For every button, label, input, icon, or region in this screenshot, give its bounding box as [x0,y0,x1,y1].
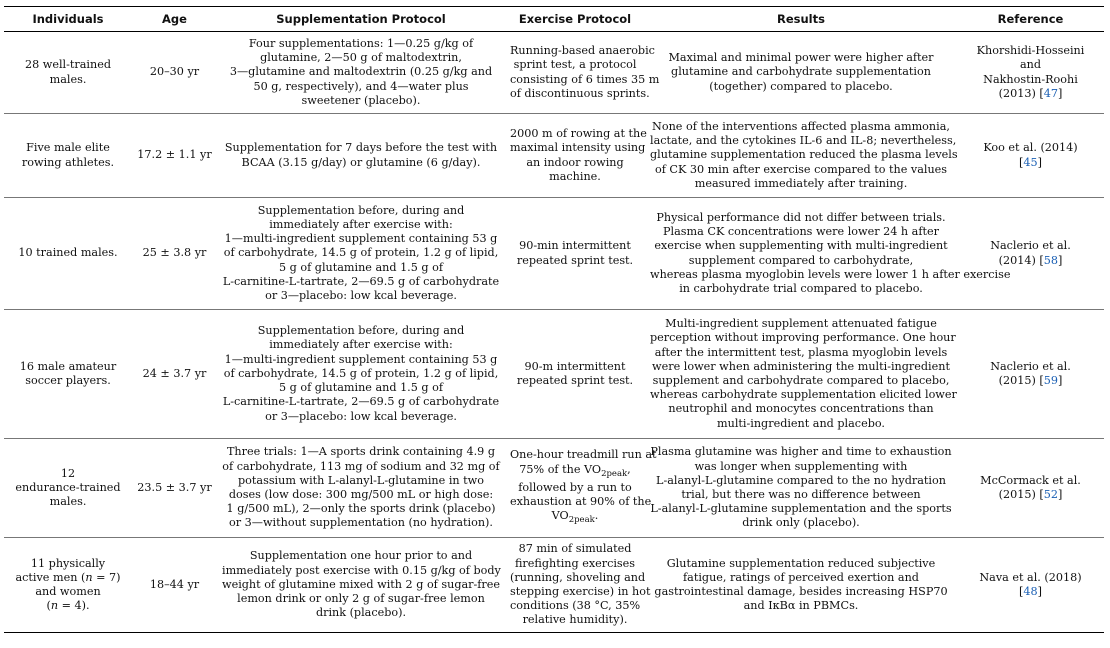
text-line: L-alanyl-L-glutamine compared to the no hydration [656,473,946,487]
text-line: sprint test, a protocol [513,58,637,72]
cell-individuals [4,310,132,439]
header-age: Age [132,7,217,32]
age-value: 23.5 ± 3.7 yr [137,480,212,494]
text-line: 10 trained males. [18,246,118,260]
text-line: McCormack et al. [980,473,1081,487]
header-exercise: Exercise Protocol [505,7,645,32]
header-individuals: Individuals [4,7,132,32]
subscript: 2peak [568,515,595,526]
text-line: relative humidity). [522,613,628,627]
reference-link[interactable]: 47 [1043,86,1058,100]
text-line: weight of glutamine mixed with 2 g of sugar-free [222,577,501,591]
text-line: whereas plasma myoglobin levels were lower 1 h after exercise [650,267,1011,281]
text-line: glutamine and carbohydrate supplementation [671,65,931,79]
text-line: BCAA (3.15 g/day) or glutamine (6 g/day). [241,155,481,169]
table-row [4,439,1104,538]
cell-supplementation [217,310,505,439]
text-line: [48] [1019,585,1042,598]
text-line: 87 min of simulated [518,542,632,556]
text-line: maximal intensity using [510,141,646,155]
age-value: 25 ± 3.8 yr [142,246,207,260]
text-line: perception without improving performance. One hour [650,331,956,345]
text-line: or 3—placebo: low kcal beverage. [265,409,457,423]
text-line: (2015) [59] [998,374,1063,387]
cell-reference [957,114,1104,198]
cell-results [645,198,1011,310]
cell-individuals [4,439,132,538]
text-line: after the intermittent test, plasma myoglobin levels [654,345,948,359]
reference-link[interactable]: 59 [1043,374,1058,387]
text-line: 90-m intermittent [524,359,626,373]
text-line: of carbohydrate, 14.5 g of protein, 1.2 g of lipid, [223,366,499,380]
text-line: gastrointestinal damage, besides increasing HSP70 [654,585,948,598]
text-line: drink only (placebo). [742,516,860,530]
text-line: immediately post exercise with 0.15 g/kg of body [222,563,501,577]
text-line: stepping exercise) in hot [510,585,651,598]
text-line: fatigue, ratings of perceived exertion and [683,570,919,584]
age-value: 20–30 yr [149,65,200,79]
text-segment: VO [551,509,569,523]
cell-reference [957,538,1104,633]
text-line: soccer players. [25,374,111,387]
text-line: in carbohydrate trial compared to placebo. [679,281,923,295]
age-value: 24 ± 3.7 yr [142,366,207,380]
cell-individuals [4,114,132,198]
age-value: 18–44 yr [149,577,200,591]
table-row [4,538,1104,633]
text-line: males. [49,495,87,509]
text-line: 11 physically [30,556,106,570]
text-line: Physical performance did not differ between trials. [656,210,946,224]
text-line: Nakhostin-Roohi [983,72,1078,86]
text-line: [45] [1019,155,1042,169]
text-line: L-alanyl-L-glutamine supplementation and the sports [650,502,952,516]
text-line: followed by a run to [518,480,632,494]
text-line: Five male elite [26,141,110,155]
cell-reference [957,310,1104,439]
text-line: 1—multi-ingredient supplement containing 53 g [224,352,498,366]
text-line: 90-min intermittent [519,239,631,253]
reference-link[interactable]: 52 [1043,488,1058,501]
cell-exercise [505,538,651,633]
text-line: or 3—placebo: low kcal beverage. [265,289,457,302]
text-line: Plasma glutamine was higher and time to exhaustion [650,445,952,459]
text-line: (2013) [47] [998,86,1063,100]
ref-year: (2014) [998,253,1036,267]
text-segment: , [627,462,631,476]
text-line: an indoor rowing [526,155,624,169]
text-line: and women [35,585,101,598]
reference-link[interactable]: 45 [1023,155,1038,169]
text-line: lactate, and the cytokines IL-6 and IL-8; nevertheless, [650,134,957,148]
text-line: 1—multi-ingredient supplement containing 53 g [224,232,498,246]
text-line: supplement compared to carbohydrate, [688,253,914,267]
text-line: 16 male amateur [19,359,117,373]
text-line: measured immediately after training. [694,176,908,190]
text-line: exercise when supplementing with multi-ingredient [654,239,948,253]
header-supplementation: Supplementation Protocol [217,7,505,32]
cell-supplementation [217,198,505,310]
text-line: and [1019,58,1042,72]
header-reference: Reference [957,7,1104,32]
text-line: of carbohydrate, 14.5 g of protein, 1.2 g of lipid, [223,246,499,260]
text-line: consisting of 6 times 35 m [510,72,660,86]
text-line: 50 g, respectively), and 4—water plus [253,79,469,93]
text-line: males. [49,72,87,86]
text-line [9,571,127,585]
text-line: conditions (38 °C, 35% [510,599,641,613]
cell-individuals [4,538,132,633]
text-line: 2000 m of rowing at the [510,127,647,141]
cell-supplementation [217,538,505,633]
text-line: (2014) [58] [998,253,1063,267]
text-line: doses (low dose: 300 mg/500 mL or high dose: [228,488,494,501]
header-row [4,7,1104,32]
cell-reference [957,198,1104,310]
text-line: was longer when supplementing with [694,459,908,473]
text-line: machine. [549,169,601,183]
text-line: Supplementation before, during and [257,203,465,217]
text-line: of CK 30 min after exercise compared to the values [654,162,948,176]
text-line: supplement and carbohydrate compared to placebo, [652,374,950,387]
cell-supplementation [217,114,505,198]
italic-n: n [85,570,93,584]
cell-results [645,439,957,538]
cell-reference [957,32,1104,114]
cell-age [132,310,217,439]
text-line: Supplementation one hour prior to and [249,549,473,563]
text-line: immediately after exercise with: [269,217,453,231]
text-line: (together) compared to placebo. [709,79,893,93]
text-line: 28 well-trained [24,58,111,72]
text-line: Three trials: 1—A sports drink containing 4.9 g [226,445,496,459]
text-line: of discontinuous sprints. [510,86,650,100]
cell-age [132,538,217,633]
text-line: Supplementation for 7 days before the test with [224,141,498,155]
text-line: repeated sprint test. [516,253,634,267]
cell-reference [957,439,1104,538]
text-line: Plasma CK concentrations were lower 24 h after [663,225,939,239]
cell-exercise [505,114,645,198]
text-line [9,599,127,613]
text-line: Supplementation before, during and [257,324,465,338]
text-line: 5 g of glutamine and 1.5 g of [278,381,444,395]
cell-exercise [505,310,645,439]
text-line: Naclerio et al. [990,359,1071,373]
text-segment: = 7) [92,570,121,584]
text-line: Naclerio et al. [990,239,1071,253]
cell-results [645,114,957,198]
text-line: or 3—without supplementation (no hydration). [229,516,493,530]
text-segment: active men ( [15,570,86,584]
text-line: glutamine, 2—50 g of maltodextrin, [260,51,462,65]
text-line: 5 g of glutamine and 1.5 g of [278,260,444,274]
text-line [510,509,640,527]
text-line: immediately after exercise with: [269,338,453,352]
text-line: sweetener (placebo). [301,93,421,107]
cell-age [132,32,217,114]
text-line [510,463,640,481]
text-line: L-carnitine-L-tartrate, 2—69.5 g of carbohydrate [222,274,500,288]
text-line: (running, shoveling and [510,570,646,584]
text-segment: = 4). [58,599,90,613]
text-line: and IκBα in PBMCs. [743,599,859,613]
text-line: Multi-ingredient supplement attenuated fatigue [665,317,937,331]
text-line: potassium with L-alanyl-L-glutamine in two [238,473,484,487]
text-line: endurance-trained [15,480,121,494]
cell-age [132,114,217,198]
text-line: 1 g/500 mL), 2—only the sports drink (placebo) [226,502,496,516]
ref-year: (2015) [998,374,1036,387]
cell-exercise [505,198,645,310]
cell-results [645,32,957,114]
text-line: Glutamine supplementation reduced subjective [666,556,936,570]
text-line: Maximal and minimal power were higher after [668,51,934,65]
text-line: repeated sprint test. [516,374,634,387]
text-line: lemon drink or only 2 g of sugar-free lemon [237,592,485,606]
text-line: whereas carbohydrate supplementation elicited lower [650,388,957,402]
table-row [4,114,1104,198]
table-row [4,32,1104,114]
reference-link[interactable]: 48 [1023,585,1038,598]
cell-age [132,198,217,310]
cell-results [645,310,957,439]
text-segment: 75% of the VO [519,462,602,476]
text-line: Koo et al. (2014) [983,141,1078,155]
cell-results [645,538,957,633]
text-line: Running-based anaerobic [510,44,655,58]
text-line: trial, but there was no difference between [681,488,921,501]
table-row [4,198,1104,310]
subscript: 2peak [601,468,628,479]
italic-n: n [50,599,59,613]
text-segment: ( [46,599,51,613]
text-segment: . [594,509,599,523]
ref-year: (2015) [998,488,1036,501]
text-line: Nava et al. (2018) [979,570,1082,584]
text-line: neutrophil and monocytes concentrations than [668,402,934,416]
text-line: of carbohydrate, 113 mg of sodium and 32 mg of [222,459,500,473]
text-line: multi-ingredient and placebo. [717,416,885,430]
cell-exercise [505,439,657,538]
cell-supplementation [217,32,505,114]
text-line: L-carnitine-L-tartrate, 2—69.5 g of carbohydrate [222,395,500,409]
text-line: 3—glutamine and maltodextrin (0.25 g/kg and [229,65,493,79]
text-line: exhaustion at 90% of the [510,495,652,509]
header-results: Results [645,7,957,32]
cell-individuals [4,198,132,310]
studies-table [4,6,1104,633]
cell-individuals [4,32,132,114]
reference-link[interactable]: 58 [1043,253,1058,267]
table-row [4,310,1104,439]
cell-age [132,439,217,538]
cell-exercise [505,32,660,114]
text-line: (2015) [52] [998,488,1063,501]
text-line: Four supplementations: 1—0.25 g/kg of [248,36,474,50]
cell-supplementation [217,439,505,538]
text-line: One-hour treadmill run at [510,448,657,462]
ref-year: (2013) [998,86,1036,100]
age-value: 17.2 ± 1.1 yr [137,148,212,162]
text-line: glutamine supplementation reduced the plasma levels [650,148,958,162]
text-line: None of the interventions affected plasma ammonia, [652,119,950,133]
text-line: 12 [60,466,76,480]
text-line: firefighting exercises [514,556,636,570]
text-line: Khorshidi-Hosseini [976,44,1085,58]
text-line: drink (placebo). [315,606,407,620]
text-line: were lower when administering the multi-ingredient [652,359,950,373]
text-line: rowing athletes. [21,155,115,169]
